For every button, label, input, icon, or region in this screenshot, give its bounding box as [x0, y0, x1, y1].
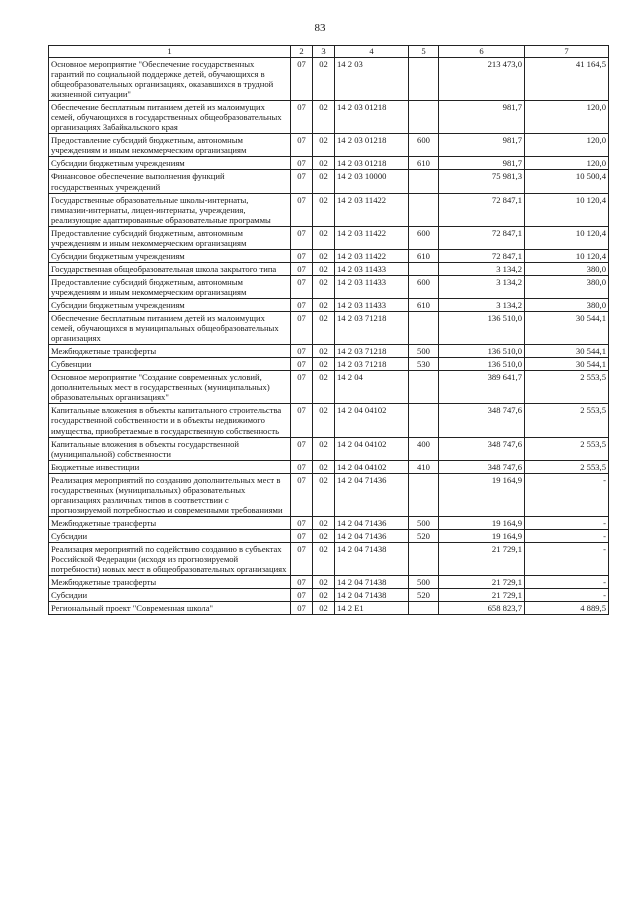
target-article-cell: 14 2 04 71438: [335, 576, 409, 589]
row-name-cell: Субсидии бюджетным учреждениям: [49, 157, 291, 170]
amount-col6-cell: 981,7: [439, 134, 525, 157]
column-header: 5: [409, 46, 439, 58]
target-article-cell: 14 2 03 11422: [335, 249, 409, 262]
expense-type-cell: 400: [409, 437, 439, 460]
row-name-cell: Субсидии бюджетным учреждениям: [49, 249, 291, 262]
expense-type-cell: [409, 542, 439, 575]
row-name-cell: Реализация мероприятий по содействию созданию в субъектах Российской Федерации (исходя из прогнозируемой потребности) новых мест в общеобразовательных организациях: [49, 542, 291, 575]
table-row: [49, 249, 609, 262]
table-row: [49, 275, 609, 298]
amount-col7-cell: 10 500,4: [525, 170, 609, 193]
amount-col6-cell: 981,7: [439, 101, 525, 134]
amount-col6-cell: 658 823,7: [439, 602, 525, 615]
expense-type-cell: 600: [409, 275, 439, 298]
subsection-code-cell: 02: [313, 262, 335, 275]
target-article-cell: 14 2 04 71438: [335, 542, 409, 575]
row-name-cell: Межбюджетные трансферты: [49, 516, 291, 529]
table-row: [49, 473, 609, 516]
expense-type-cell: [409, 404, 439, 437]
target-article-cell: 14 2 03 71218: [335, 358, 409, 371]
table-row: [49, 170, 609, 193]
amount-col6-cell: 136 510,0: [439, 358, 525, 371]
section-code-cell: 07: [291, 101, 313, 134]
expense-type-cell: [409, 170, 439, 193]
section-code-cell: 07: [291, 473, 313, 516]
row-name-cell: Предоставление субсидий бюджетным, автономным учреждениям и иным некоммерческим организациям: [49, 226, 291, 249]
section-code-cell: 07: [291, 298, 313, 311]
subsection-code-cell: 02: [313, 345, 335, 358]
target-article-cell: 14 2 04 04102: [335, 460, 409, 473]
section-code-cell: 07: [291, 262, 313, 275]
expense-type-cell: [409, 473, 439, 516]
subsection-code-cell: 02: [313, 157, 335, 170]
expense-type-cell: [409, 58, 439, 101]
subsection-code-cell: 02: [313, 542, 335, 575]
amount-col6-cell: 72 847,1: [439, 193, 525, 226]
budget-table: [48, 45, 609, 615]
amount-col7-cell: 2 553,5: [525, 371, 609, 404]
subsection-code-cell: 02: [313, 298, 335, 311]
row-name-cell: Предоставление субсидий бюджетным, автономным учреждениям и иным некоммерческим организациям: [49, 134, 291, 157]
section-code-cell: 07: [291, 371, 313, 404]
target-article-cell: 14 2 03 11422: [335, 193, 409, 226]
expense-type-cell: [409, 101, 439, 134]
table-row: [49, 101, 609, 134]
amount-col6-cell: 19 164,9: [439, 473, 525, 516]
amount-col6-cell: 19 164,9: [439, 516, 525, 529]
amount-col7-cell: 380,0: [525, 298, 609, 311]
table-row: [49, 157, 609, 170]
amount-col6-cell: 21 729,1: [439, 542, 525, 575]
section-code-cell: 07: [291, 170, 313, 193]
target-article-cell: 14 2 03: [335, 58, 409, 101]
table-row: [49, 358, 609, 371]
target-article-cell: 14 2 04 04102: [335, 404, 409, 437]
row-name-cell: Субсидии: [49, 589, 291, 602]
target-article-cell: 14 2 04 04102: [335, 437, 409, 460]
target-article-cell: 14 2 03 10000: [335, 170, 409, 193]
amount-col7-cell: 120,0: [525, 134, 609, 157]
table-row: [49, 298, 609, 311]
row-name-cell: Капитальные вложения в объекты капитального строительства государственной собственности и в объекты недвижимого имущества, приобретаемые в государственную собственность: [49, 404, 291, 437]
subsection-code-cell: 02: [313, 602, 335, 615]
section-code-cell: 07: [291, 157, 313, 170]
expense-type-cell: 530: [409, 358, 439, 371]
amount-col7-cell: 2 553,5: [525, 460, 609, 473]
expense-type-cell: 520: [409, 589, 439, 602]
target-article-cell: 14 2 03 11422: [335, 226, 409, 249]
row-name-cell: Обеспечение бесплатным питанием детей из малоимущих семей, обучающихся в муниципальных общеобразовательных организациях: [49, 312, 291, 345]
row-name-cell: Предоставление субсидий бюджетным, автономным учреждениям и иным некоммерческим организациям: [49, 275, 291, 298]
expense-type-cell: 500: [409, 345, 439, 358]
table-row: [49, 345, 609, 358]
target-article-cell: 14 2 04 71438: [335, 589, 409, 602]
target-article-cell: 14 2 03 01218: [335, 157, 409, 170]
expense-type-cell: [409, 371, 439, 404]
section-code-cell: 07: [291, 589, 313, 602]
table-row: [49, 312, 609, 345]
subsection-code-cell: 02: [313, 134, 335, 157]
section-code-cell: 07: [291, 193, 313, 226]
subsection-code-cell: 02: [313, 58, 335, 101]
target-article-cell: 14 2 03 11433: [335, 298, 409, 311]
target-article-cell: 14 2 04 71436: [335, 473, 409, 516]
row-name-cell: Субсидии бюджетным учреждениям: [49, 298, 291, 311]
subsection-code-cell: 02: [313, 170, 335, 193]
table-row: [49, 262, 609, 275]
subsection-code-cell: 02: [313, 460, 335, 473]
table-row: [49, 602, 609, 615]
section-code-cell: 07: [291, 226, 313, 249]
column-header: 6: [439, 46, 525, 58]
amount-col7-cell: 380,0: [525, 262, 609, 275]
section-code-cell: 07: [291, 404, 313, 437]
subsection-code-cell: 02: [313, 473, 335, 516]
table-row: [49, 404, 609, 437]
section-code-cell: 07: [291, 437, 313, 460]
amount-col6-cell: 389 641,7: [439, 371, 525, 404]
amount-col7-cell: 4 889,5: [525, 602, 609, 615]
expense-type-cell: 410: [409, 460, 439, 473]
amount-col6-cell: 72 847,1: [439, 226, 525, 249]
section-code-cell: 07: [291, 312, 313, 345]
amount-col6-cell: 136 510,0: [439, 312, 525, 345]
amount-col6-cell: 136 510,0: [439, 345, 525, 358]
amount-col7-cell: -: [525, 542, 609, 575]
section-code-cell: 07: [291, 275, 313, 298]
amount-col6-cell: 348 747,6: [439, 437, 525, 460]
column-header: 1: [49, 46, 291, 58]
expense-type-cell: 520: [409, 529, 439, 542]
column-header: 2: [291, 46, 313, 58]
row-name-cell: Капитальные вложения в объекты государственной (муниципальной) собственности: [49, 437, 291, 460]
row-name-cell: Межбюджетные трансферты: [49, 576, 291, 589]
row-name-cell: Бюджетные инвестиции: [49, 460, 291, 473]
table-body: [49, 58, 609, 615]
target-article-cell: 14 2 04 71436: [335, 529, 409, 542]
expense-type-cell: [409, 193, 439, 226]
amount-col7-cell: 10 120,4: [525, 249, 609, 262]
amount-col7-cell: -: [525, 589, 609, 602]
amount-col6-cell: 213 473,0: [439, 58, 525, 101]
section-code-cell: 07: [291, 249, 313, 262]
section-code-cell: 07: [291, 460, 313, 473]
amount-col6-cell: 348 747,6: [439, 404, 525, 437]
row-name-cell: Государственная общеобразовательная школа закрытого типа: [49, 262, 291, 275]
row-name-cell: Реализация мероприятий по созданию дополнительных мест в государственных (муниципальных) образовательных организациях различных типов в соответствии с прогнозируемой потребностью и современными требованиями: [49, 473, 291, 516]
amount-col6-cell: 3 134,2: [439, 262, 525, 275]
table-row: [49, 58, 609, 101]
row-name-cell: Основное мероприятие "Создание современных условий, дополнительных мест в государственных (муниципальных) образовательных организациях": [49, 371, 291, 404]
amount-col7-cell: -: [525, 473, 609, 516]
target-article-cell: 14 2 E1: [335, 602, 409, 615]
target-article-cell: 14 2 03 71218: [335, 345, 409, 358]
column-header: 7: [525, 46, 609, 58]
amount-col6-cell: 348 747,6: [439, 460, 525, 473]
table-row: [49, 134, 609, 157]
amount-col7-cell: 30 544,1: [525, 312, 609, 345]
subsection-code-cell: 02: [313, 529, 335, 542]
table-row: [49, 516, 609, 529]
amount-col6-cell: 3 134,2: [439, 298, 525, 311]
expense-type-cell: 600: [409, 226, 439, 249]
target-article-cell: 14 2 03 01218: [335, 134, 409, 157]
amount-col7-cell: 10 120,4: [525, 193, 609, 226]
expense-type-cell: 600: [409, 134, 439, 157]
subsection-code-cell: 02: [313, 101, 335, 134]
table-row: [49, 460, 609, 473]
section-code-cell: 07: [291, 516, 313, 529]
table-row: [49, 576, 609, 589]
table-row: [49, 371, 609, 404]
amount-col7-cell: 30 544,1: [525, 358, 609, 371]
amount-col6-cell: 21 729,1: [439, 589, 525, 602]
expense-type-cell: [409, 602, 439, 615]
expense-type-cell: [409, 262, 439, 275]
subsection-code-cell: 02: [313, 589, 335, 602]
expense-type-cell: 500: [409, 516, 439, 529]
amount-col7-cell: 41 164,5: [525, 58, 609, 101]
section-code-cell: 07: [291, 576, 313, 589]
table-row: [49, 589, 609, 602]
amount-col7-cell: -: [525, 529, 609, 542]
amount-col7-cell: 380,0: [525, 275, 609, 298]
amount-col7-cell: 30 544,1: [525, 345, 609, 358]
row-name-cell: Основное мероприятие "Обеспечение государственных гарантий по социальной поддержке детей, обучающихся в общеобразовательных организациях, оказавшихся в трудной жизненной ситуации": [49, 58, 291, 101]
amount-col6-cell: 72 847,1: [439, 249, 525, 262]
section-code-cell: 07: [291, 358, 313, 371]
amount-col6-cell: 981,7: [439, 157, 525, 170]
row-name-cell: Государственные образовательные школы-интернаты, гимназии-интернаты, лицеи-интернаты, учреждения, реализующие адаптированные образовательные программы: [49, 193, 291, 226]
row-name-cell: Финансовое обеспечение выполнения функций государственных учреждений: [49, 170, 291, 193]
amount-col7-cell: -: [525, 576, 609, 589]
row-name-cell: Обеспечение бесплатным питанием детей из малоимущих семей, обучающихся в государственных общеобразовательных организациях Забайкальского края: [49, 101, 291, 134]
section-code-cell: 07: [291, 345, 313, 358]
expense-type-cell: [409, 312, 439, 345]
subsection-code-cell: 02: [313, 576, 335, 589]
target-article-cell: 14 2 03 01218: [335, 101, 409, 134]
table-row: [49, 529, 609, 542]
target-article-cell: 14 2 03 11433: [335, 275, 409, 298]
target-article-cell: 14 2 03 71218: [335, 312, 409, 345]
table-header-row: [49, 46, 609, 58]
column-header: 3: [313, 46, 335, 58]
amount-col6-cell: 75 981,3: [439, 170, 525, 193]
expense-type-cell: 500: [409, 576, 439, 589]
expense-type-cell: 610: [409, 249, 439, 262]
expense-type-cell: 610: [409, 157, 439, 170]
subsection-code-cell: 02: [313, 249, 335, 262]
row-name-cell: Региональный проект "Современная школа": [49, 602, 291, 615]
subsection-code-cell: 02: [313, 437, 335, 460]
amount-col6-cell: 3 134,2: [439, 275, 525, 298]
amount-col7-cell: 120,0: [525, 101, 609, 134]
section-code-cell: 07: [291, 602, 313, 615]
column-header: 4: [335, 46, 409, 58]
row-name-cell: Межбюджетные трансферты: [49, 345, 291, 358]
table-row: [49, 542, 609, 575]
subsection-code-cell: 02: [313, 516, 335, 529]
target-article-cell: 14 2 03 11433: [335, 262, 409, 275]
subsection-code-cell: 02: [313, 275, 335, 298]
row-name-cell: Субвенции: [49, 358, 291, 371]
amount-col7-cell: -: [525, 516, 609, 529]
subsection-code-cell: 02: [313, 358, 335, 371]
section-code-cell: 07: [291, 134, 313, 157]
row-name-cell: Субсидии: [49, 529, 291, 542]
amount-col6-cell: 21 729,1: [439, 576, 525, 589]
amount-col7-cell: 2 553,5: [525, 404, 609, 437]
amount-col7-cell: 2 553,5: [525, 437, 609, 460]
subsection-code-cell: 02: [313, 404, 335, 437]
section-code-cell: 07: [291, 58, 313, 101]
table-row: [49, 193, 609, 226]
section-code-cell: 07: [291, 529, 313, 542]
table-row: [49, 437, 609, 460]
amount-col7-cell: 120,0: [525, 157, 609, 170]
target-article-cell: 14 2 04 71436: [335, 516, 409, 529]
table-row: [49, 226, 609, 249]
subsection-code-cell: 02: [313, 371, 335, 404]
expense-type-cell: 610: [409, 298, 439, 311]
subsection-code-cell: 02: [313, 226, 335, 249]
amount-col6-cell: 19 164,9: [439, 529, 525, 542]
section-code-cell: 07: [291, 542, 313, 575]
amount-col7-cell: 10 120,4: [525, 226, 609, 249]
subsection-code-cell: 02: [313, 312, 335, 345]
page-number: 83: [314, 22, 326, 34]
subsection-code-cell: 02: [313, 193, 335, 226]
target-article-cell: 14 2 04: [335, 371, 409, 404]
